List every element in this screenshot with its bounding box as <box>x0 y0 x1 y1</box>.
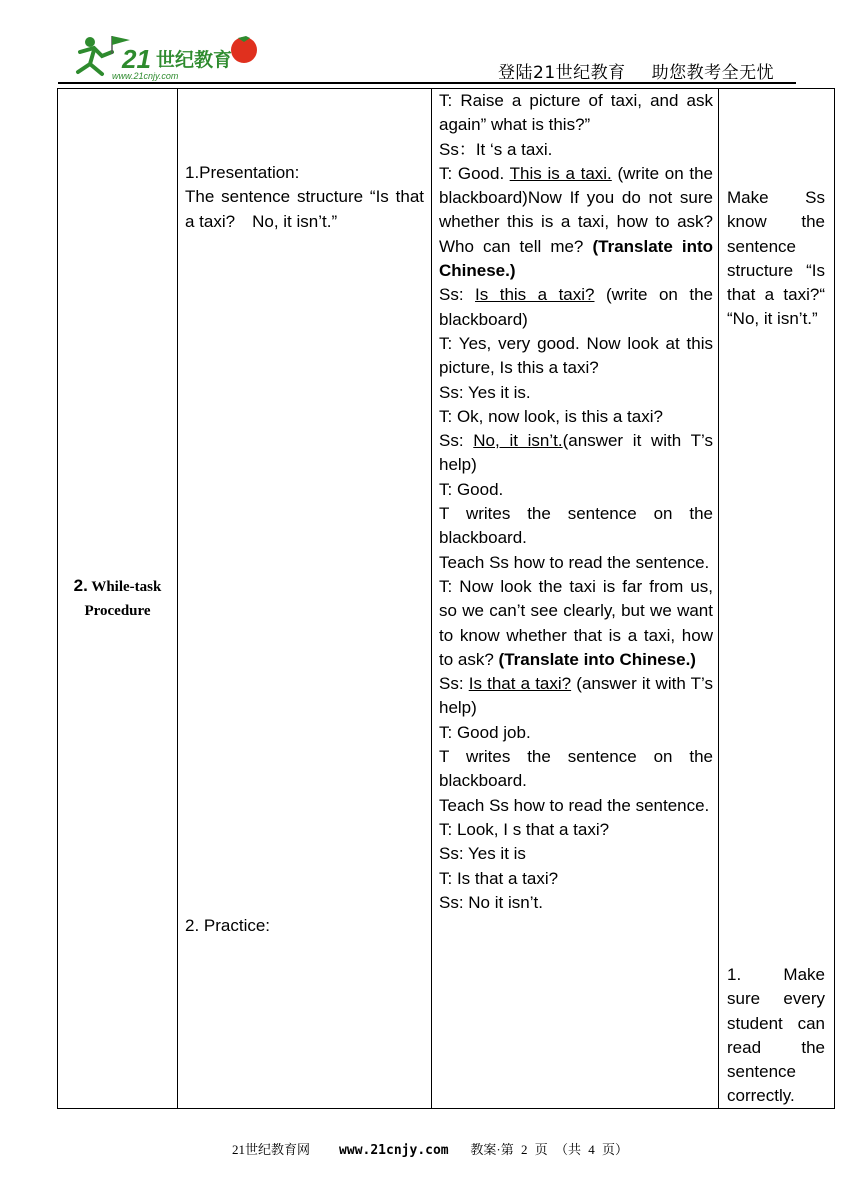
activity-cell <box>178 89 432 1109</box>
underlined-sentence: This is a taxi. <box>509 163 612 183</box>
bold-note: (Translate into Chinese.) <box>498 649 696 669</box>
presentation-block <box>185 161 424 234</box>
practice-title: 2. Practice: <box>185 916 271 935</box>
procedure-line: T: Good job. <box>439 722 531 742</box>
text-run: (answer it with T’s help) <box>439 431 713 475</box>
procedure-line: T: Look, I s that a taxi? <box>439 819 610 839</box>
procedure-line <box>439 575 713 672</box>
lesson-plan-table <box>57 88 835 1109</box>
aim-1: Make Ss know the sentence structure “Is that a taxi?“ “No, it isn’t.” <box>727 188 825 329</box>
text-run: (write on the blackboard)Now If you do not sure whether this is a taxi, how to ask? Who can tell me? <box>439 163 713 256</box>
procedure-line <box>439 283 713 332</box>
procedure-line <box>439 162 713 283</box>
procedure-line: T: Good. <box>439 479 504 499</box>
procedure-line: Ss: Yes it is <box>439 844 526 864</box>
footer-site: 21世纪教育网 <box>232 1142 311 1157</box>
text-run: T: Now look the taxi is far from us, so we can’t see clearly, but we want to know whether that is a taxi, how to ask? <box>439 576 713 669</box>
procedure-line: T: Is that a taxi? <box>439 868 559 888</box>
logo-url: www.21cnjy.com <box>112 71 179 81</box>
procedure-line: T: Ok, now look, is this a taxi? <box>439 406 663 426</box>
underlined-sentence: Is that a taxi? <box>468 674 572 694</box>
header-rule <box>58 82 796 84</box>
procedure-line: Teach Ss how to read the sentence. <box>439 552 710 572</box>
procedure-line: T writes the sentence on the blackboard. <box>439 504 713 548</box>
table-row <box>58 89 835 1109</box>
aim-2: 1. Make sure every student can read the sentence correctly. <box>727 965 825 1106</box>
text-run: T: Good. <box>439 163 510 183</box>
procedure-line: Ss：It ‘s a taxi. <box>439 139 553 159</box>
text-run: Ss: <box>439 674 469 694</box>
page-header <box>0 0 860 90</box>
page-footer <box>0 1139 860 1158</box>
procedure-text <box>439 89 713 915</box>
presentation-title: 1.Presentation: <box>185 163 300 182</box>
logo-runner-arms <box>80 48 112 56</box>
aims-cell <box>719 89 835 1109</box>
site-logo <box>72 30 272 82</box>
presentation-desc: The sentence structure “Is that a taxi? No, it isn’t.” <box>185 187 424 231</box>
procedure-line: Teach Ss how to read the sentence. <box>439 795 710 815</box>
text-run: Ss: <box>439 285 476 305</box>
procedure-line <box>439 672 713 721</box>
logo-runner-head <box>85 37 95 47</box>
stage-cell <box>58 89 178 1109</box>
procedure-cell <box>432 89 719 1109</box>
slogan-left: 登陆21世纪教育 <box>498 63 626 83</box>
footer-url: www.21cnjy.com <box>339 1143 449 1158</box>
stage-name-line1: While-task <box>91 579 162 595</box>
footer-page-info: 教案·第 2 页 （共 4 页） <box>470 1142 628 1157</box>
text-run: Ss: <box>439 431 474 451</box>
procedure-line: T: Yes, very good. Now look at this picture, Is this a taxi? <box>439 333 713 378</box>
procedure-line: Ss: Yes it is. <box>439 382 531 402</box>
procedure-line: T: Raise a picture of taxi, and ask again” what is this?” <box>439 91 713 135</box>
bold-note: (Translate into Chinese.) <box>439 236 714 281</box>
procedure-line: T writes the sentence on the blackboard. <box>439 747 713 791</box>
stage-name-line2: Procedure <box>84 603 151 619</box>
stage-number: 2. <box>73 576 88 595</box>
underlined-sentence: No, it isn’t. <box>473 431 563 451</box>
text-run: (answer it with T’s help) <box>439 674 713 718</box>
header-slogan <box>498 58 774 83</box>
procedure-line <box>439 429 713 478</box>
underlined-sentence: Is this a taxi? <box>475 285 595 305</box>
text-run: (write on the blackboard) <box>439 285 713 329</box>
procedure-line: Ss: No it isn’t. <box>439 892 543 912</box>
slogan-right: 助您教考全无忧 <box>651 63 775 83</box>
logo-chinese: 世纪教育 <box>156 49 233 71</box>
stage-label <box>58 574 177 623</box>
logo-21: 21 <box>122 44 151 74</box>
